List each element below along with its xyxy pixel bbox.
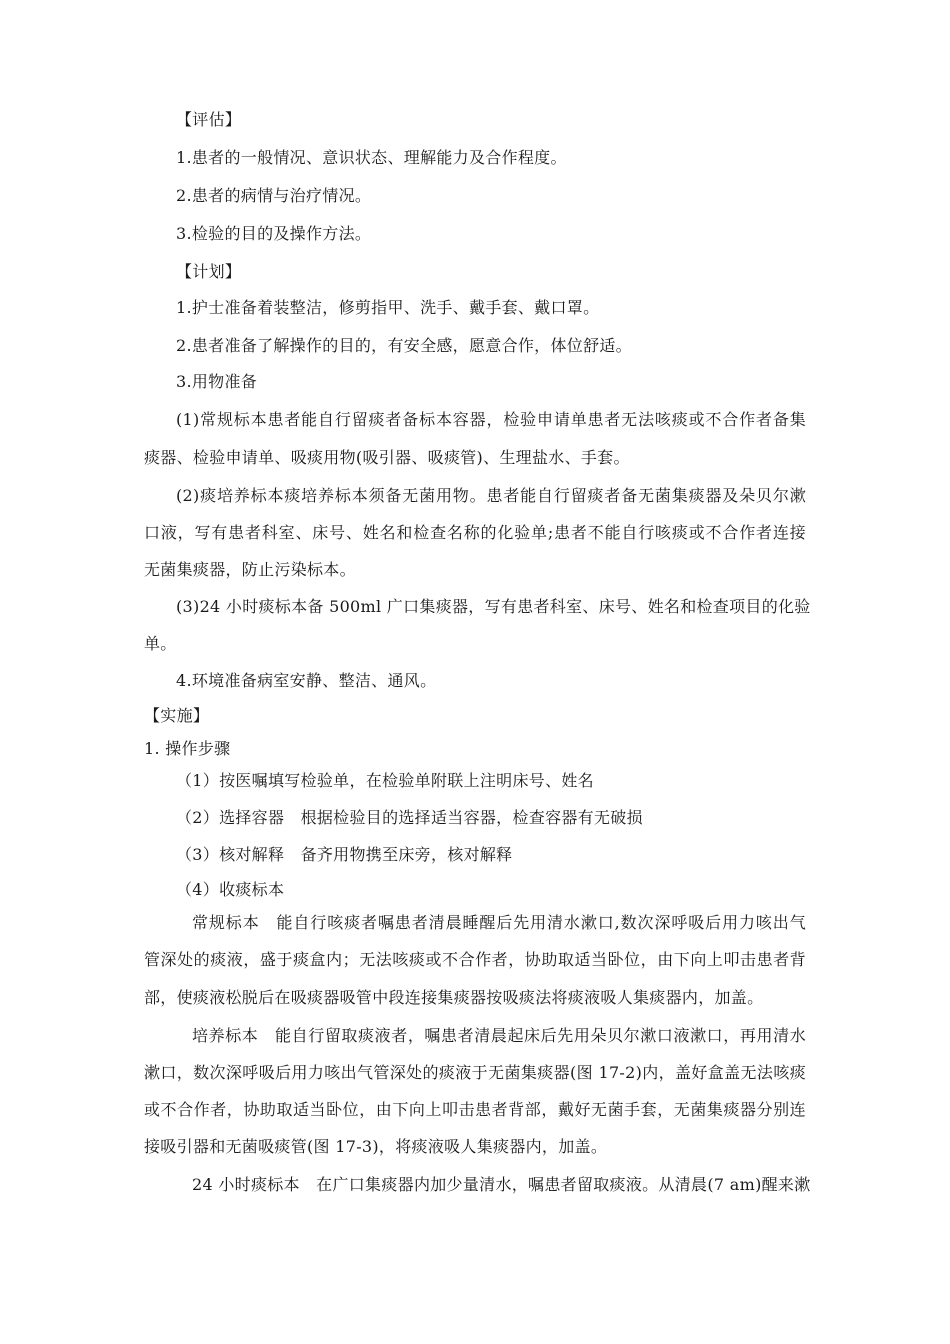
plan-sub2-line-1: (2)痰培养标本痰培养标本须备无菌用物。患者能自行留痰者备无菌集痰器及朵贝尔漱	[176, 486, 806, 505]
plan-sub3-line-2: 单。	[144, 634, 177, 653]
implement-step-4: （4）收痰标本	[176, 880, 285, 899]
implement-step-title: 1. 操作步骤	[144, 739, 231, 758]
implement-step-2: （2）选择容器 根据检验目的选择适当容器，检查容器有无破损	[176, 808, 643, 827]
plan-item-4: 4.环境准备病室安静、整洁、通风。	[176, 671, 437, 690]
section-heading-plan: 【计划】	[176, 262, 242, 281]
culture-line-3: 或不合作者，协助取适当卧位，由下向上叩击患者背部，戴好无菌手套，无菌集痰器分别连	[144, 1100, 806, 1119]
plan-item-2: 2.患者准备了解操作的目的，有安全感，愿意合作，体位舒适。	[176, 336, 632, 355]
implement-step-3: （3）核对解释 备齐用物携至床旁，核对解释	[176, 845, 513, 864]
routine-line-2: 管深处的痰液，盛于痰盒内；无法咳痰或不合作者，协助取适当卧位，由下向上叩击患者背	[144, 950, 806, 969]
section-heading-assess: 【评估】	[176, 110, 242, 129]
culture-line-2: 漱口，数次深呼吸后用力咳出气管深处的痰液于无菌集痰器(图 17-2)内，盖好盒盖无法咳痰	[144, 1063, 806, 1082]
plan-sub3-line-1: (3)24 小时痰标本备 500ml 广口集痰器，写有患者科室、床号、姓名和检查项目的化验	[176, 597, 811, 616]
routine-line-3: 部，使痰液松脱后在吸痰器吸管中段连接集痰器按吸痰法将痰液吸人集痰器内，加盖。	[144, 988, 764, 1007]
plan-item-1: 1.护士准备着装整洁，修剪指甲、洗手、戴手套、戴口罩。	[176, 298, 600, 317]
assess-item-2: 2.患者的病情与治疗情况。	[176, 186, 372, 205]
assess-item-1: 1.患者的一般情况、意识状态、理解能力及合作程度。	[176, 148, 567, 167]
plan-sub1-line-2: 痰器、检验申请单、吸痰用物(吸引器、吸痰管)、生理盐水、手套。	[144, 448, 630, 467]
plan-sub1-line-1: (1)常规标本患者能自行留痰者备标本容器，检验申请单患者无法咳痰或不合作者备集	[176, 410, 806, 429]
culture-line-1: 培养标本 能自行留取痰液者，嘱患者清晨起床后先用朵贝尔漱口液漱口，再用清水	[192, 1026, 806, 1045]
implement-step-1: （1）按医嘱填写检验单，在检验单附联上注明床号、姓名	[176, 771, 594, 790]
routine-line-1: 常规标本 能自行咳痰者嘱患者清晨睡醒后先用清水漱口,数次深呼吸后用力咳出气	[192, 913, 806, 932]
plan-sub2-line-2: 口液，写有患者科室、床号、姓名和检查名称的化验单;患者不能自行咳痰或不合作者连接	[144, 523, 806, 542]
h24-line-1: 24 小时痰标本 在广口集痰器内加少量清水，嘱患者留取痰液。从清晨(7 am)醒来漱	[192, 1175, 811, 1194]
assess-item-3: 3.检验的目的及操作方法。	[176, 224, 372, 243]
culture-line-4: 接吸引器和无菌吸痰管(图 17-3)，将痰液吸人集痰器内，加盖。	[144, 1137, 608, 1156]
section-heading-implement: 【实施】	[144, 706, 210, 725]
plan-sub2-line-3: 无菌集痰器，防止污染标本。	[144, 560, 356, 579]
plan-item-3: 3.用物准备	[176, 372, 258, 391]
